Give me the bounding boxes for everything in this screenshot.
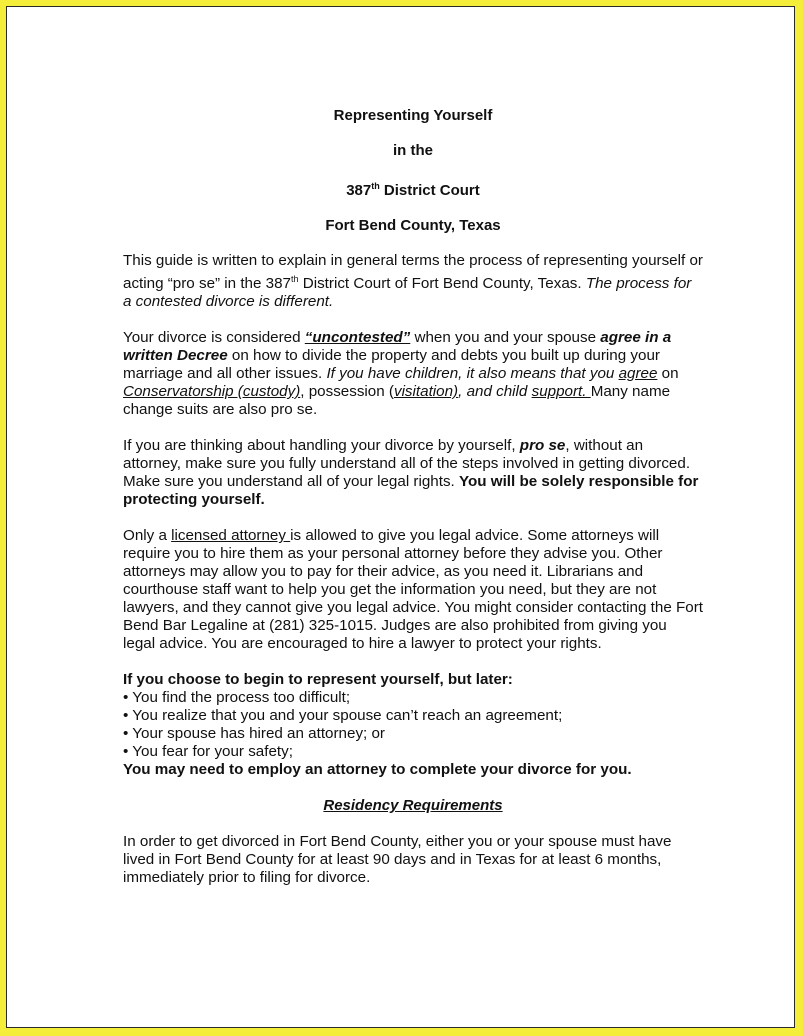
p2-italic-1: If you have children, it also means that you xyxy=(326,365,619,383)
bullet-item: • You fear for your safety; xyxy=(123,743,293,761)
title-line-4: Fort Bend County, Texas xyxy=(325,217,501,234)
bullet-item: • Your spouse has hired an attorney; or xyxy=(123,725,385,743)
choice-section xyxy=(123,671,703,779)
choice-heading: If you choose to begin to represent yourself, but later: xyxy=(123,671,513,689)
title-court-number: 387 xyxy=(346,182,372,199)
p2-text-5: , possession ( xyxy=(300,383,394,401)
document-content xyxy=(123,97,703,887)
p2-text-4: on xyxy=(657,365,679,383)
residency-heading-text: Residency Requirements xyxy=(323,797,503,815)
intro-text: This guide is written to explain in general terms the process of representing yourself or acting “pro se” in the 387 xyxy=(123,252,703,293)
licensed-attorney-term: licensed attorney xyxy=(171,527,291,545)
bullet-item: • You find the process too difficult; xyxy=(123,689,351,707)
p3-text-2: , without an attorney, make sure you fully understand all of the steps involved in getting divorced. Make sure you understand all of your legal rights. xyxy=(123,437,691,491)
intro-paragraph xyxy=(123,252,703,311)
bullet-item: • You realize that you and your spouse can’t reach an agreement; xyxy=(123,707,563,725)
p4-text-2: is allowed to give you legal advice. Some attorneys will require you to hire them as your personal attorney before they advise you. Other attorneys may allow you to pay for their advice, as you need it. Librarians and courthouse staff want to help you get the information you need, but they are not lawyers, and they cannot give you legal advice. You might consider contacting the Fort Bend Bar Legaline at (281) 325-1015. Judges are also prohibited from giving you legal advice. You are encouraged to hire a lawyer to protect your rights. xyxy=(123,527,704,653)
intro-superscript: th xyxy=(291,274,299,284)
uncontested-term: “uncontested” xyxy=(304,329,411,347)
intro-text-2: District Court of Fort Bend County, Texas. xyxy=(298,275,582,293)
p2-text-1: Your divorce is considered xyxy=(123,329,305,347)
conservatorship-term: Conservatorship (custody) xyxy=(123,383,301,401)
visitation-term: visitation) xyxy=(393,383,459,401)
support-term: support. xyxy=(531,383,591,401)
title-line-3 xyxy=(123,177,703,200)
agree-term: agree in a written Decree xyxy=(123,329,672,365)
title-line-2: in the xyxy=(393,142,433,159)
p2-text-6: Many name change suits are also pro se. xyxy=(123,383,671,419)
legal-advice-paragraph xyxy=(123,527,703,653)
uncontested-paragraph xyxy=(123,329,703,419)
p4-text-1: Only a xyxy=(123,527,172,545)
p2-text-2: when you and your spouse xyxy=(410,329,601,347)
intro-italic-note: The process for a contested divorce is different. xyxy=(123,275,692,311)
responsibility-warning: You will be solely responsible for protecting yourself. xyxy=(123,473,699,509)
title-line-1: Representing Yourself xyxy=(333,107,493,124)
residency-paragraph: In order to get divorced in Fort Bend County, either you or your spouse must have lived in Fort Bend County for at least 90 days and in Texas for at least 6 months, immediately prior to filing for divorce. xyxy=(123,833,672,887)
pro-se-paragraph xyxy=(123,437,703,509)
p2-text-3: on how to divide the property and debts you built up during your marriage and all other issues. xyxy=(123,347,660,383)
title-court-name: District Court xyxy=(379,182,480,199)
title-superscript: th xyxy=(371,181,380,191)
pro-se-term: pro se xyxy=(519,437,566,455)
p3-text-1: If you are thinking about handling your divorce by yourself, xyxy=(123,437,520,455)
p2-agree-underlined: agree xyxy=(618,365,658,383)
residency-heading xyxy=(123,797,703,815)
choice-closing: You may need to employ an attorney to complete your divorce for you. xyxy=(123,761,632,779)
p2-italic-2: , and child xyxy=(458,383,532,401)
document-page xyxy=(6,6,795,1028)
